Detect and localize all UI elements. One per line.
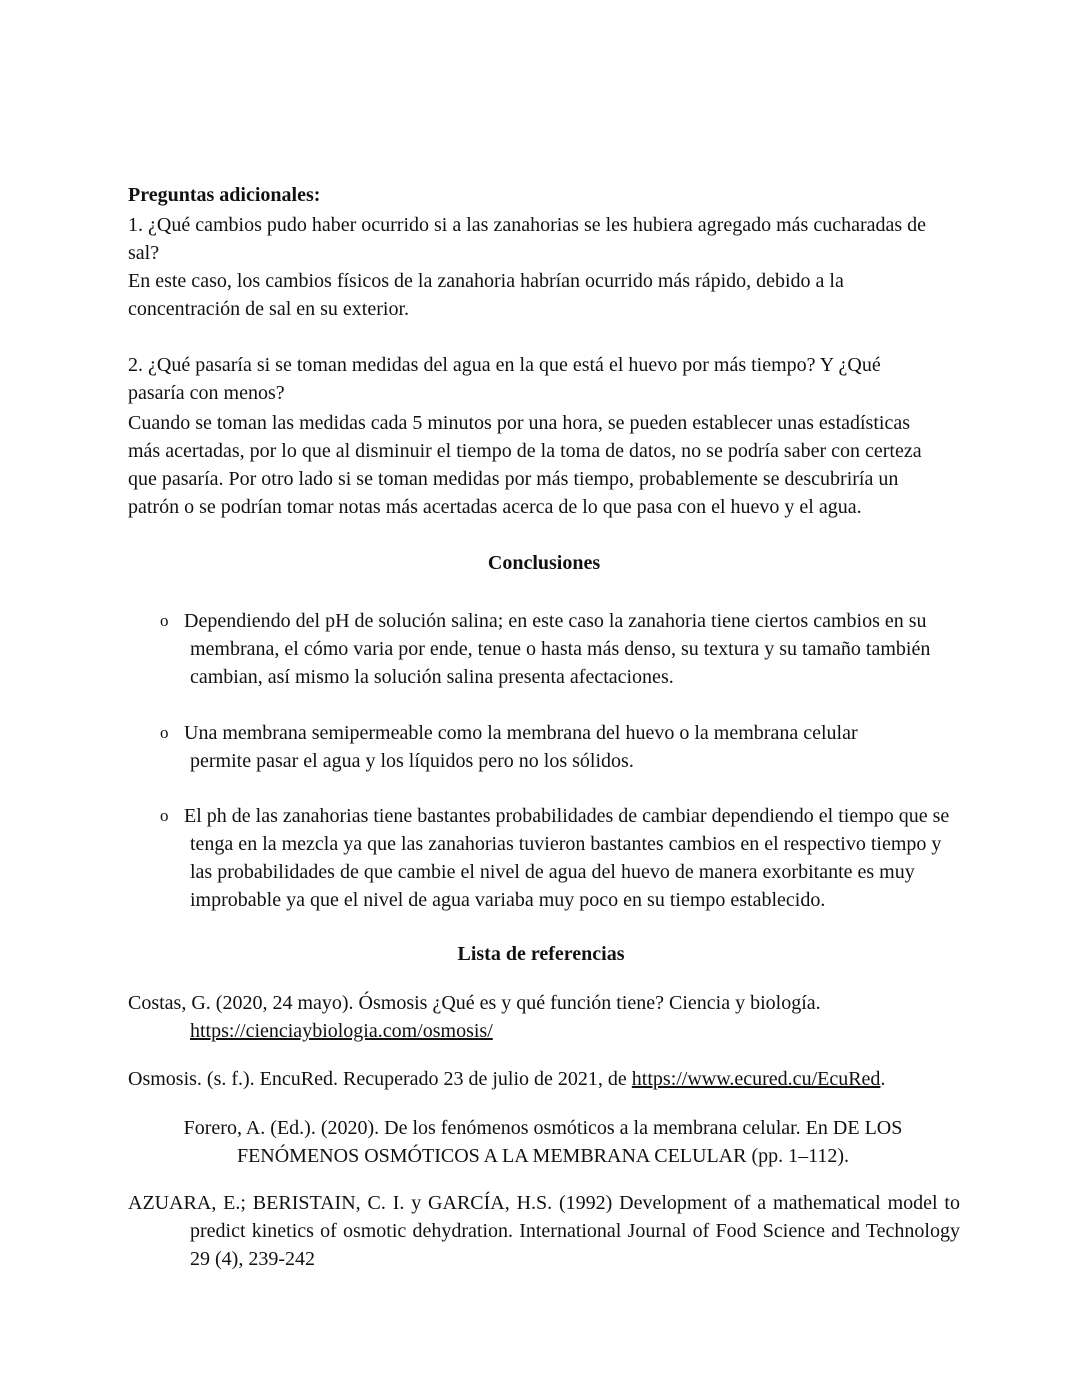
bullet-circle-icon: o bbox=[160, 611, 169, 630]
reference-1-text: Costas, G. (2020, 24 mayo). Ósmosis ¿Qué es y qué función tiene? Ciencia y biología. bbox=[128, 992, 821, 1014]
reference-2 bbox=[128, 1065, 968, 1093]
answer-2: Cuando se toman las medidas cada 5 minutos por una hora, se pueden establecer unas estadísticas más acertadas, por lo que al disminuir el tiempo de la toma de datos, no se podría saber con certeza que pasaría. Por otro lado si se toman medidas por más tiempo, probablemente se descubriría un patrón o se podrían tomar notas más acertadas acerca de lo que pasa con el huevo y el agua. bbox=[128, 412, 922, 518]
reference-2-link[interactable]: https://www.ecured.cu/EcuRed bbox=[631, 1068, 881, 1090]
question-1: 1. ¿Qué cambios pudo haber ocurrido si a las zanahorias se les hubiera agregado más cucharadas de sal? bbox=[128, 214, 927, 264]
reference-2-text: Osmosis. (s. f.). EncuRed. Recuperado 23 de julio de 2021, de bbox=[128, 1068, 627, 1090]
reference-3-line1: Forero, A. (Ed.). (2020). De los fenómenos osmóticos a la membrana celular. En DE LOS bbox=[183, 1117, 903, 1139]
reference-4: AZUARA, E.; BERISTAIN, C. I. y GARCÍA, H.S. (1992) Development of a mathematical model to predict kinetics of osmotic dehydration. International Journal of Food Science and Technology 29 (4), 239-242 bbox=[128, 1192, 960, 1270]
conclusion-text: El ph de las zanahorias tiene bastantes probabilidades de cambiar dependiendo el tiempo que se tenga en la mezcla ya que las zanahorias tuvieron bastantes cambios en el respectivo tiempo y las probabilidades de que cambie el nivel de agua del huevo de manera exorbitante es muy improbable ya que el nivel de agua variaba muy poco en su tiempo establecido. bbox=[184, 805, 950, 911]
conclusion-text: Dependiendo del pH de solución salina; en este caso la zanahoria tiene ciertos cambios en su membrana, el cómo varia por ende, tenue o hasta más denso, su textura y su tamaño también cambian, así mismo la solución salina presenta afectaciones. bbox=[184, 610, 931, 688]
conclusion-item bbox=[160, 607, 960, 691]
reference-2-end: . bbox=[880, 1068, 886, 1090]
additional-questions-heading: Preguntas adicionales: bbox=[128, 184, 321, 206]
reference-1-link[interactable]: https://cienciaybiologia.com/osmosis/ bbox=[190, 1020, 493, 1042]
conclusion-text: Una membrana semipermeable como la membrana del huevo o la membrana celular permite pasar el agua y los líquidos pero no los sólidos. bbox=[184, 722, 858, 772]
answer-1: En este caso, los cambios físicos de la zanahoria habrían ocurrido más rápido, debido a la concentración de sal en su exterior. bbox=[128, 270, 844, 320]
reference-3 bbox=[128, 1114, 958, 1170]
conclusions-heading: Conclusiones bbox=[487, 552, 601, 574]
reference-1 bbox=[128, 989, 1010, 1045]
bullet-circle-icon: o bbox=[160, 723, 169, 742]
references-heading: Lista de referencias bbox=[457, 943, 625, 965]
question-2: 2. ¿Qué pasaría si se toman medidas del agua en la que está el huevo por más tiempo? Y ¿Qué pasaría con menos? bbox=[128, 354, 881, 404]
conclusion-item bbox=[160, 719, 920, 775]
conclusion-item bbox=[160, 802, 950, 914]
bullet-circle-icon: o bbox=[160, 806, 169, 825]
reference-3-line2: FENÓMENOS OSMÓTICOS A LA MEMBRANA CELULAR (pp. 1–112). bbox=[236, 1145, 850, 1167]
